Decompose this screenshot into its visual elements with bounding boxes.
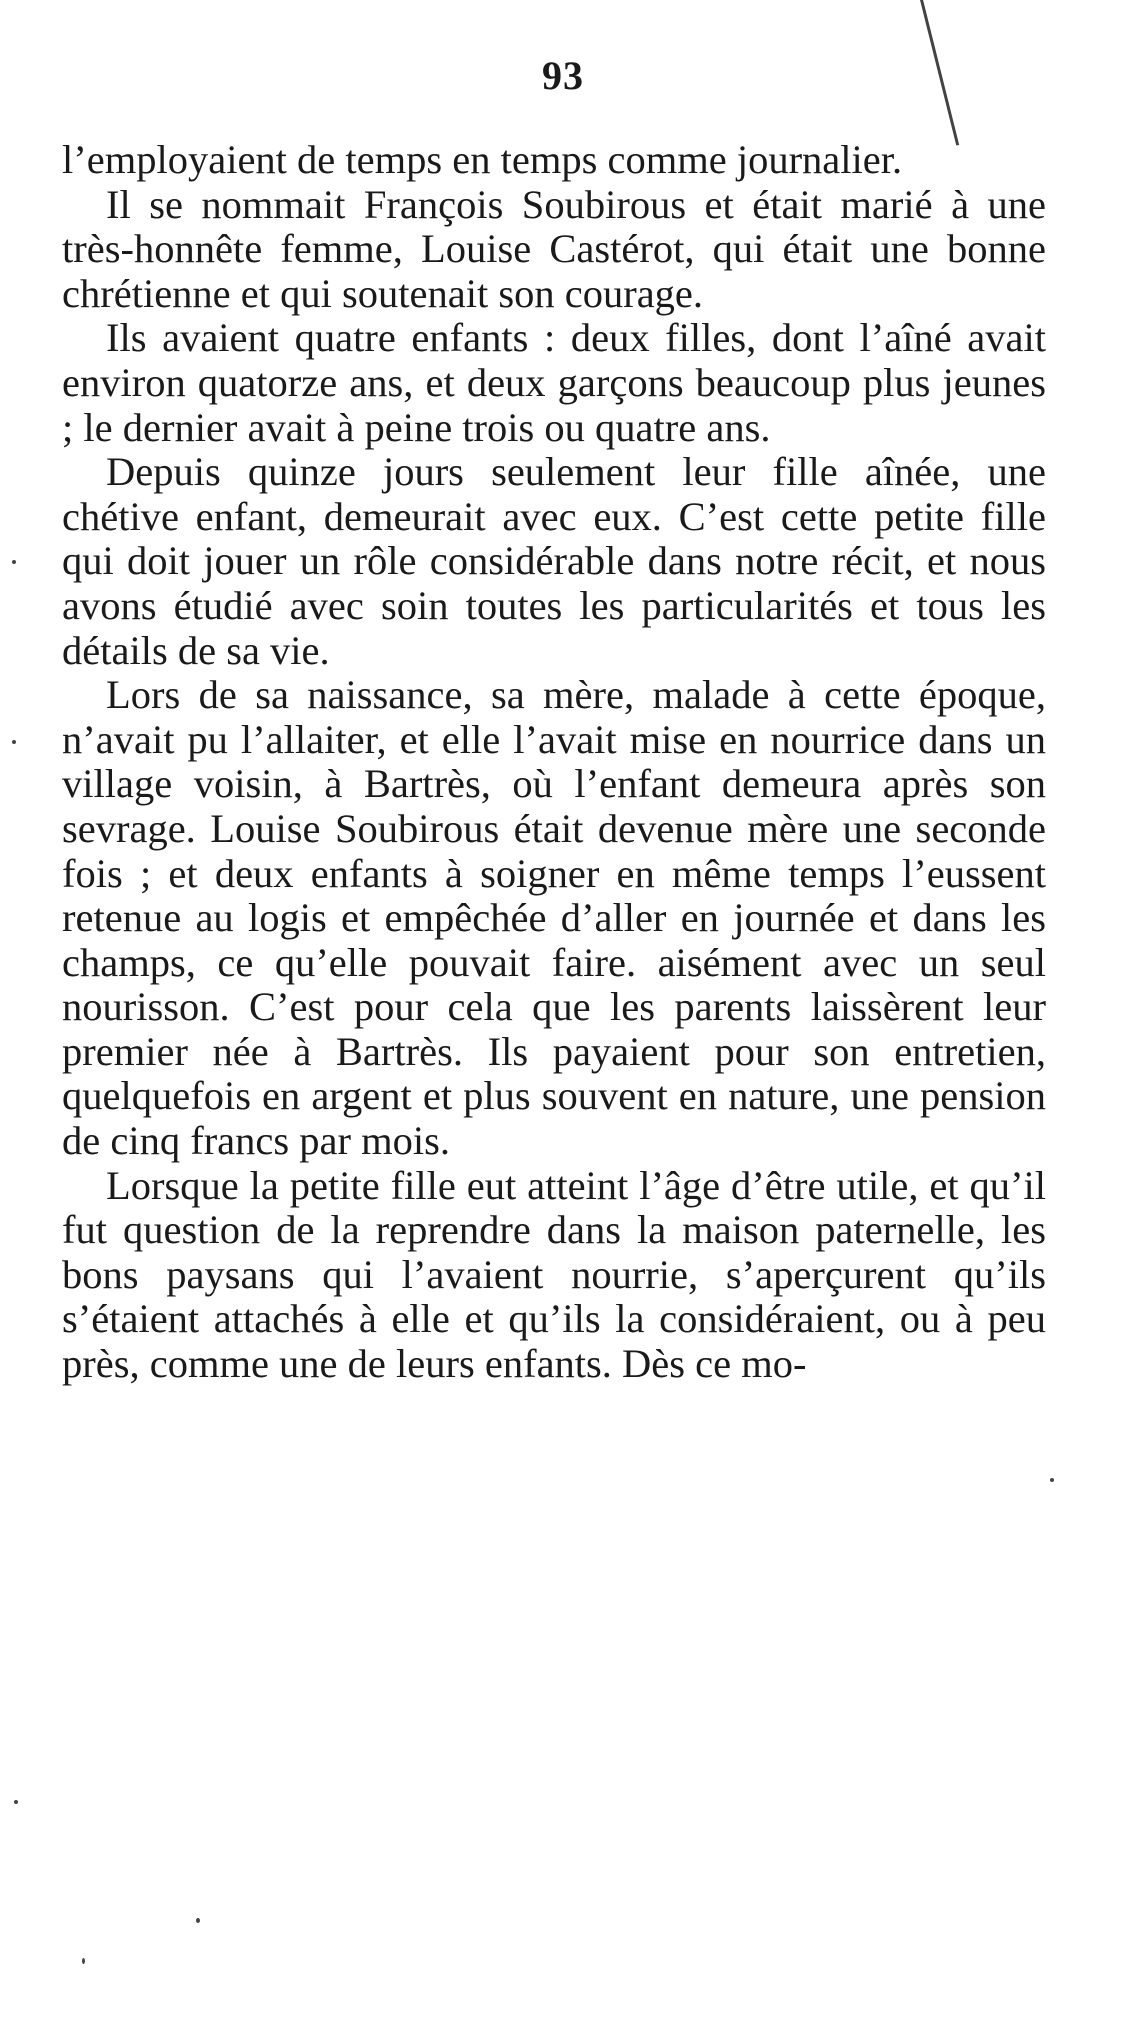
- scan-speck: [196, 1918, 200, 1923]
- paragraph-1: l’employaient de temps en temps comme journalier.: [62, 137, 903, 182]
- paragraph-2: Il se nommait François Soubirous et était marié à une très-honnête femme, Louise Castérot, qui était une bonne chrétienne et qui soutenait son courage.: [62, 181, 1046, 316]
- paragraph-5: Lors de sa naissance, sa mère, malade à cette époque, n’avait pu l’allaiter, et elle l’avait mise en nourrice dans un village voisin, à Bartrès, où l’enfant demeura après son sevrage. Louise Soubirous était devenue mère une seconde fois ; et deux enfants à soigner en même temps l’eussent retenue au logis et empêchée d’aller en journée et dans les champs, ce qu’elle pouvait faire. aisément avec un seul nourisson. C’est pour cela que les parents laissèrent leur premier née à Bartrès. Ils payaient pour son entretien, quelquefois en argent et plus souvent en nature, une pension de cinq francs par mois.: [62, 672, 1046, 1164]
- scan-speck: [82, 1958, 85, 1964]
- paragraph-4: Depuis quinze jours seulement leur fille aînée, une chétive enfant, demeurait avec eux. C’est cette petite fille qui doit jouer un rôle considérable dans notre récit, et nous avons étudié avec soin toutes les particularités et tous les détails de sa vie.: [62, 449, 1046, 673]
- paragraph-6: Lorsque la petite fille eut atteint l’âge d’être utile, et qu’il fut question de la reprendre dans la maison paternelle, les bons paysans qui l’avaient nourrie, s’aperçurent qu’ils s’étaient attachés à elle et qu’ils la considéraient, ou à peu près, comme une de leurs enfants. Dès ce mo-: [62, 1162, 1046, 1387]
- body-text: [62, 138, 1046, 1387]
- scan-speck: [14, 1800, 18, 1804]
- paragraph-3: Ils avaient quatre enfants : deux filles, dont l’aîné avait environ quatorze ans, et deux garçons beaucoup plus jeunes ; le dernier avait à peine trois ou quatre ans.: [62, 315, 1046, 450]
- scan-speck: [12, 740, 16, 744]
- scan-speck: [12, 560, 16, 564]
- scan-speck: [1050, 1478, 1054, 1482]
- page-number: 93: [542, 53, 584, 98]
